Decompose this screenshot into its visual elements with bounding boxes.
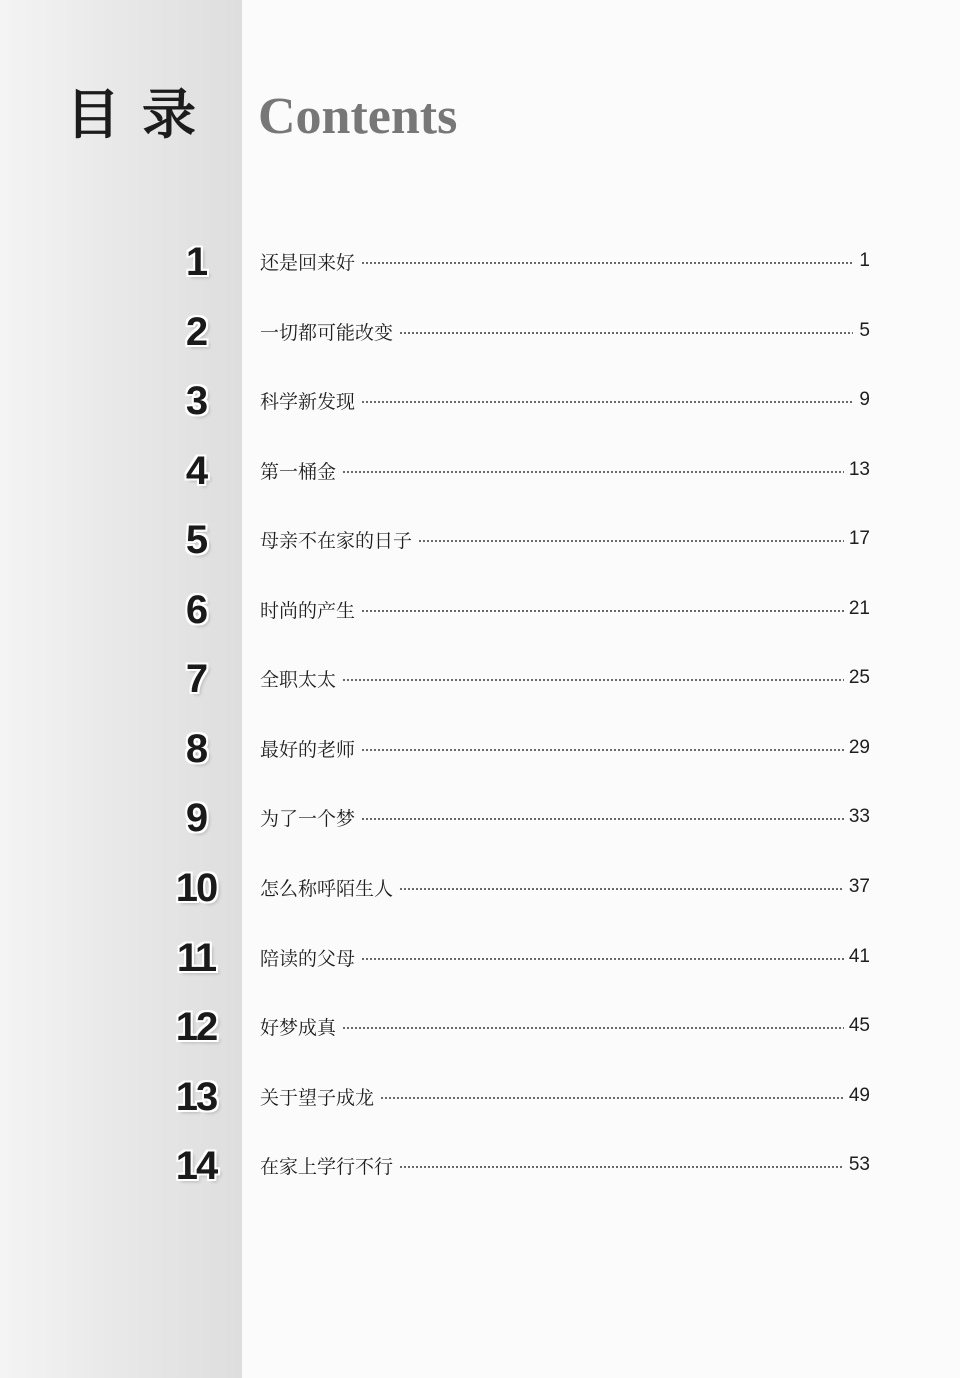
page-number: 13 <box>848 459 870 480</box>
toc-entry-14[interactable] <box>0 1130 960 1200</box>
dot-leader <box>342 679 844 681</box>
dot-leader <box>361 818 844 820</box>
toc-entry-7[interactable] <box>0 643 960 713</box>
chapter-title[interactable]: 陪读的父母 <box>260 947 356 970</box>
dot-leader <box>399 332 853 334</box>
toc-entry-1[interactable] <box>0 226 960 296</box>
page-number: 5 <box>859 320 870 341</box>
page-number: 41 <box>848 946 870 967</box>
toc-entry-line <box>260 246 870 276</box>
page-number: 9 <box>859 389 870 410</box>
toc-entry-4[interactable] <box>0 435 960 505</box>
chapter-number: 7 <box>185 656 207 701</box>
toc-entry-line <box>260 1150 870 1180</box>
toc-entry-line <box>260 594 870 624</box>
page-number: 49 <box>848 1085 870 1106</box>
chapter-title[interactable]: 关于望子成龙 <box>260 1086 375 1109</box>
toc-entry-line <box>260 316 870 346</box>
chapter-title[interactable]: 第一桶金 <box>260 460 337 483</box>
chapter-number: 5 <box>185 517 207 562</box>
dot-leader <box>342 471 844 473</box>
page-number: 45 <box>848 1015 870 1036</box>
page-title-chinese: 目录 <box>66 83 218 146</box>
chapter-title[interactable]: 时尚的产生 <box>260 599 356 622</box>
page-number: 53 <box>848 1154 870 1175</box>
toc-entry-8[interactable] <box>0 713 960 783</box>
toc-entry-3[interactable] <box>0 365 960 435</box>
chapter-number: 9 <box>185 795 207 840</box>
toc-entry-5[interactable] <box>0 504 960 574</box>
page-number: 33 <box>848 806 870 827</box>
toc-entry-line <box>260 942 870 972</box>
chapter-title[interactable]: 怎么称呼陌生人 <box>260 877 394 900</box>
toc-entry-line <box>260 1081 870 1111</box>
dot-leader <box>399 888 844 890</box>
dot-leader <box>361 749 844 751</box>
chapter-number: 2 <box>185 309 207 354</box>
chapter-title[interactable]: 一切都可能改变 <box>260 321 394 344</box>
chapter-number: 6 <box>185 587 207 632</box>
dot-leader <box>361 958 844 960</box>
toc-entry-line <box>260 663 870 693</box>
chapter-number: 12 <box>175 1004 217 1049</box>
dot-leader <box>399 1166 844 1168</box>
dot-leader <box>418 540 844 542</box>
page-number: 25 <box>848 667 870 688</box>
dot-leader <box>380 1097 844 1099</box>
chapter-number: 14 <box>175 1143 217 1188</box>
toc-entry-line <box>260 385 870 415</box>
chapter-title[interactable]: 为了一个梦 <box>260 807 356 830</box>
chapter-title[interactable]: 好梦成真 <box>260 1016 337 1039</box>
toc-entry-line <box>260 455 870 485</box>
chapter-title[interactable]: 全职太太 <box>260 668 337 691</box>
toc-entry-11[interactable] <box>0 922 960 992</box>
chapter-title[interactable]: 在家上学行不行 <box>260 1155 394 1178</box>
chapter-number: 8 <box>185 726 207 771</box>
dot-leader <box>361 610 844 612</box>
toc-entry-line <box>260 524 870 554</box>
chapter-title[interactable]: 科学新发现 <box>260 390 356 413</box>
page-number: 1 <box>859 250 870 271</box>
chapter-number: 1 <box>185 239 207 284</box>
toc-entry-line <box>260 1011 870 1041</box>
page-number: 17 <box>848 528 870 549</box>
chapter-title[interactable]: 还是回来好 <box>260 251 356 274</box>
page-number: 21 <box>848 598 870 619</box>
dot-leader <box>342 1027 844 1029</box>
chapter-number: 13 <box>175 1074 217 1119</box>
chapter-number: 11 <box>176 935 216 980</box>
page-number: 37 <box>848 876 870 897</box>
toc-entry-12[interactable] <box>0 991 960 1061</box>
toc-entry-line <box>260 802 870 832</box>
chapter-number: 3 <box>185 378 207 423</box>
toc-entry-2[interactable] <box>0 296 960 366</box>
toc-entry-6[interactable] <box>0 574 960 644</box>
page-number: 29 <box>848 737 870 758</box>
toc-entry-10[interactable] <box>0 852 960 922</box>
dot-leader <box>361 262 853 264</box>
dot-leader <box>361 401 853 403</box>
toc-entry-13[interactable] <box>0 1061 960 1131</box>
chapter-title[interactable]: 母亲不在家的日子 <box>260 529 413 552</box>
chapter-number: 4 <box>185 448 207 493</box>
toc-entry-9[interactable] <box>0 782 960 852</box>
toc-entry-line <box>260 733 870 763</box>
page-title-english: Contents <box>258 88 458 145</box>
toc-entry-line <box>260 872 870 902</box>
chapter-number: 10 <box>175 865 217 910</box>
chapter-title[interactable]: 最好的老师 <box>260 738 356 761</box>
